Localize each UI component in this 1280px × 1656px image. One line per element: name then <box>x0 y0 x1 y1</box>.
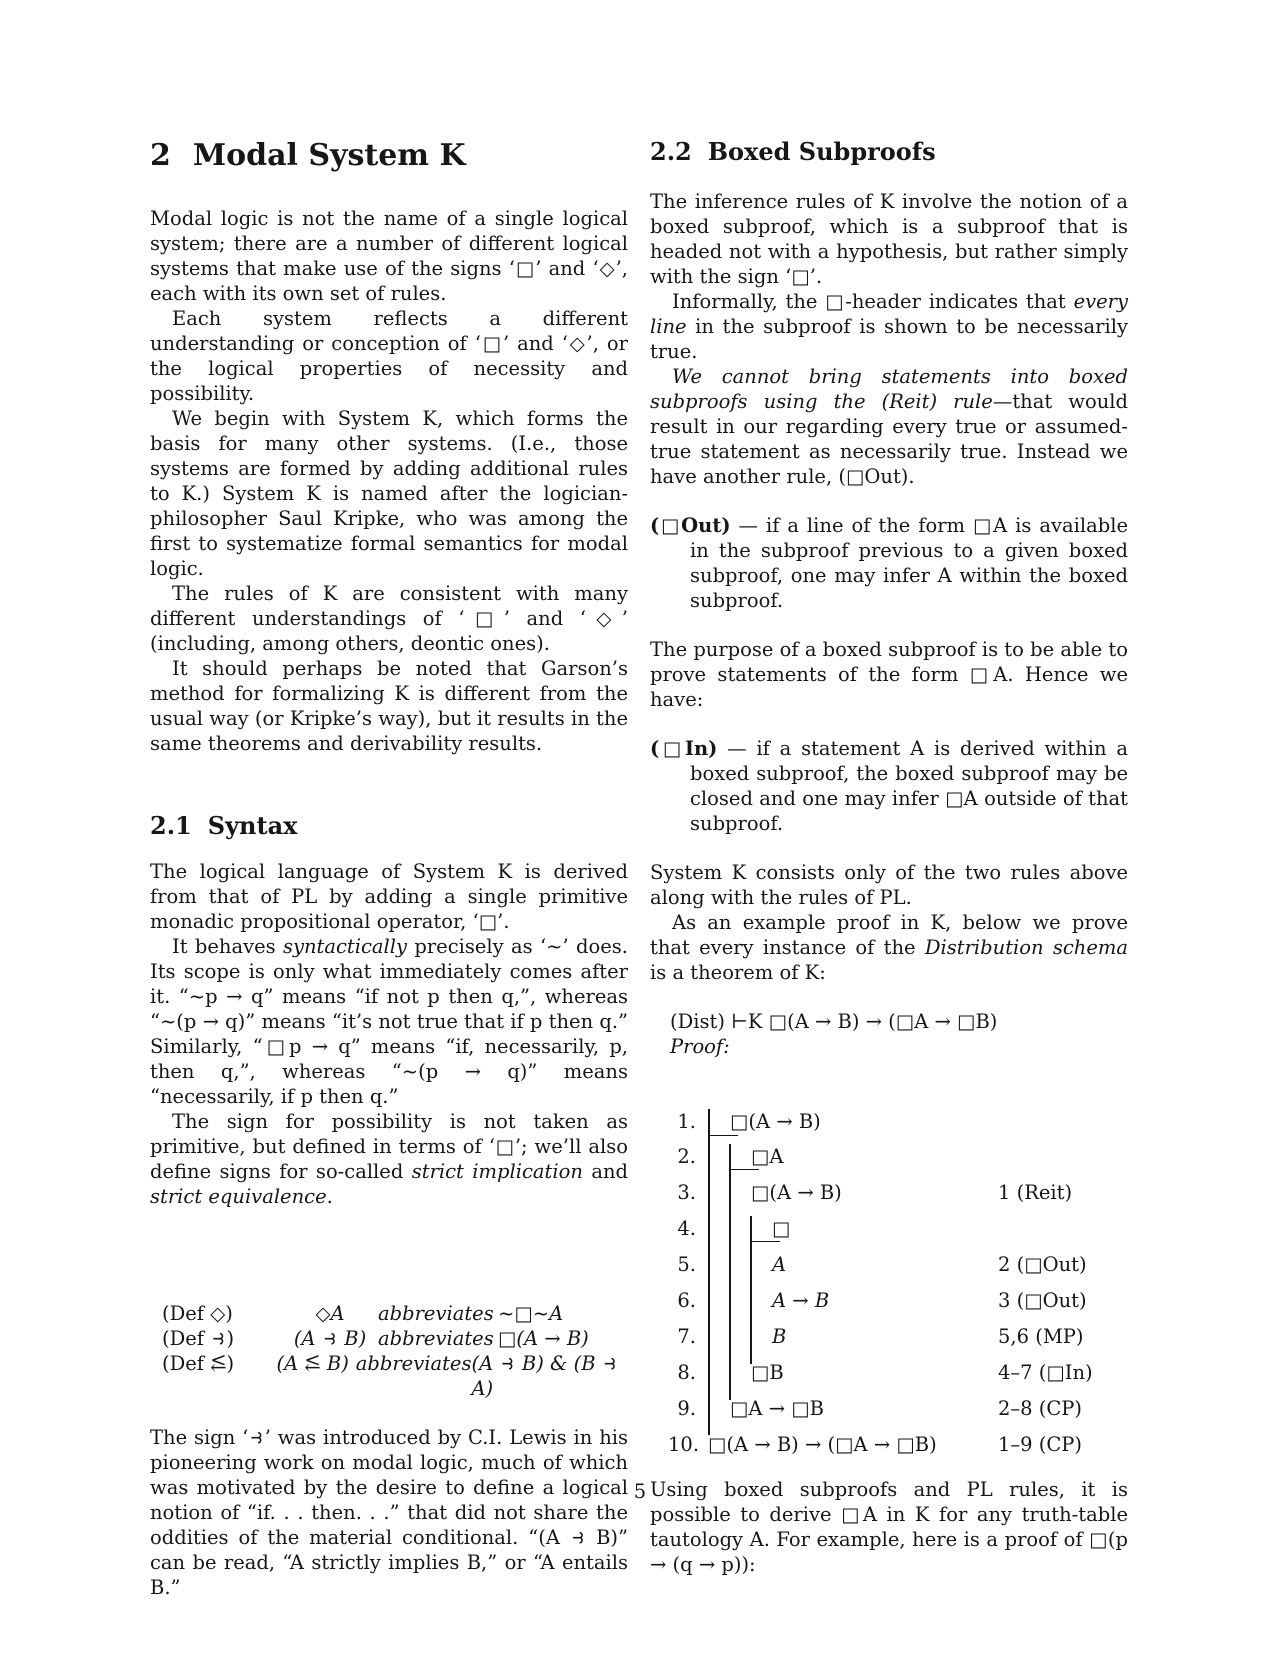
section-number: 2 <box>150 138 171 173</box>
proof-justification: 4–7 (□In) <box>998 1360 1093 1384</box>
section-heading <box>150 138 628 174</box>
proof-formula: □(A → B) → (□A → □B) <box>708 1432 937 1456</box>
proof-line-number: 10. <box>668 1432 700 1456</box>
proof-table <box>650 1107 1128 1467</box>
definition-keyword: abbreviates <box>378 1301 494 1325</box>
page-number: 5 <box>633 1480 647 1503</box>
subsection-heading-boxed <box>650 138 1128 167</box>
scope-line-boxed <box>750 1216 752 1364</box>
proof-justification: 5,6 (MP) <box>998 1324 1084 1348</box>
proof-line-number: 7. <box>677 1324 696 1348</box>
proof-line-number: 5. <box>677 1252 696 1276</box>
definition-keyword: abbreviates <box>378 1326 494 1350</box>
proof-justification: 3 (□Out) <box>998 1288 1087 1312</box>
proof-line-number: 4. <box>677 1216 696 1240</box>
definition-name: (Def ⥶) <box>162 1351 235 1375</box>
definition-body: ~□~A <box>498 1301 564 1325</box>
hypothesis-underline <box>729 1169 759 1171</box>
definition-row <box>162 1326 628 1351</box>
proof-justification: 1 (Reit) <box>998 1180 1073 1204</box>
proof-line-number: 1. <box>677 1109 696 1133</box>
proof-formula: □(A → B) <box>751 1180 842 1204</box>
proof-line-number: 6. <box>677 1288 696 1312</box>
theorem-distribution: (Dist) ⊢K □(A → B) → (□A → □B) <box>670 1009 998 1033</box>
rule-name: (□Out) <box>650 513 731 537</box>
proof-line-number: 2. <box>677 1144 696 1168</box>
right-column <box>650 138 1128 1577</box>
scope-line-inner <box>729 1144 731 1400</box>
subsection-number: 2.2 <box>650 137 692 166</box>
definitions-table <box>162 1301 628 1401</box>
paragraph-lewis: The sign ‘⥽’ was introduced by C.I. Lewis in his pioneering work on modal logic, much of which was motivated by the desire to define a logical notion of “if. . . then. . .” that did not share the oddities of the material conditional. “(A ⥽ B)” can be read, “A strictly implies B,” or “A entails B.” <box>150 1425 628 1599</box>
paragraph-purpose: The purpose of a boxed subproof is to be able to prove statements of the form □A. Hence we have: <box>650 637 1128 711</box>
definition-row <box>162 1351 628 1401</box>
proof-formula: □A <box>751 1144 784 1168</box>
proof-justification: 2–8 (CP) <box>998 1396 1083 1420</box>
subsection-heading-syntax <box>150 812 628 841</box>
definition-keyword: abbreviates <box>355 1351 472 1375</box>
definition-symbol: (A ⥶ B) <box>276 1351 349 1375</box>
paragraph-garson: It should perhaps be noted that Garson’s method for formalizing K is different from the usual way (or Kripke’s way), but it results in the same theorems and derivability results. <box>150 657 628 755</box>
paragraph-header: Informally, the □-header indicates that every line in the subproof is shown to be necessarily true. <box>650 289 1128 363</box>
paragraph-reit: We cannot bring statements into boxed subproofs using the (Reit) rule—that would result in our regarding every true or assumed-true statement as necessarily true. Instead we have another rule, (□Out). <box>650 364 1128 488</box>
paragraph-rules: The rules of K are consistent with many different understandings of ‘□’ and ‘◇’ (including, among others, deontic ones). <box>150 582 628 655</box>
paragraph-system-k: We begin with System K, which forms the basis for many other systems. (I.e., those systems are formed by adding additional rules to K.) System K is named after the logician-philosopher Saul Kripke, who was among the first to systematize formal semantics for modal logic. <box>150 407 628 580</box>
section-title: Modal System K <box>192 138 466 173</box>
proof-formula: □B <box>751 1360 784 1384</box>
definition-row <box>162 1301 628 1326</box>
rule-box-in: (□In) — if a statement A is derived within a boxed subproof, the boxed subproof may be closed and one may infer □A outside of that subproof. <box>650 736 1128 835</box>
proof-line-number: 3. <box>677 1180 696 1204</box>
definition-name: (Def ◇) <box>162 1301 233 1325</box>
proof-line-number: 9. <box>677 1396 696 1420</box>
rule-name: (□In) <box>650 736 718 760</box>
definition-body: (A ⥽ B) & (B ⥽ A) <box>471 1351 619 1400</box>
paragraph-systems: Each system reflects a different understanding or conception of ‘□’ and ‘◇’, or the logical properties of necessity and possibility. <box>150 307 628 405</box>
proof-formula: □(A → B) <box>730 1109 821 1133</box>
subsection-title: Boxed Subproofs <box>707 137 936 166</box>
definition-symbol: ◇A <box>315 1301 345 1325</box>
box-header-underline <box>750 1241 780 1243</box>
proof-justification: 1–9 (CP) <box>998 1432 1083 1456</box>
proof-label: Proof: <box>670 1034 730 1058</box>
proof-formula: B <box>772 1324 787 1348</box>
proof-formula: □ <box>772 1216 791 1240</box>
left-column <box>150 138 628 1600</box>
proof-formula: A <box>772 1252 787 1276</box>
rule-box-out: (□Out) — if a line of the form □A is available in the subproof previous to a given boxed subproof, one may infer A within the boxed subproof. <box>650 513 1128 612</box>
paragraph-boxed-intro: The inference rules of K involve the notion of a boxed subproof, which is a subproof that is headed not with a hypothesis, but rather simply with the sign ‘□’. <box>650 189 1128 288</box>
paragraph-intro: Modal logic is not the name of a single logical system; there are a number of different logical systems that make use of the signs ‘□’ and ‘◇’, each with its own set of rules. <box>150 207 628 305</box>
hypothesis-underline <box>708 1135 738 1137</box>
paragraph-example: As an example proof in K, below we prove that every instance of the Distribution schema is a theorem of K: <box>650 910 1129 984</box>
proof-formula: □A → □B <box>730 1396 824 1420</box>
definition-body: □(A → B) <box>498 1326 589 1350</box>
proof-line-number: 8. <box>677 1360 696 1384</box>
paragraph-scope: It behaves syntactically precisely as ‘~’ does. Its scope is only what immediately comes after it. “~p → q” means “if not p then q,”, whereas “~(p → q)” means “it’s not true that if p then q.” Similarly, “□p → q” means “if, necessarily, p, then q,”, whereas “~(p → q)” means “necessarily, if p then q.” <box>150 934 628 1108</box>
paragraph-system-k-rules: System K consists only of the two rules above along with the rules of PL. <box>650 860 1128 909</box>
subsection-title: Syntax <box>207 811 298 840</box>
definition-symbol: (A ⥽ B) <box>293 1326 367 1350</box>
proof-formula: A → B <box>772 1288 830 1312</box>
scope-line-outer <box>708 1109 710 1435</box>
definition-name: (Def ⥽) <box>162 1326 235 1350</box>
paragraph-tautology: Using boxed subproofs and PL rules, it is possible to derive □A in K for any truth-table tautology A. For example, here is a proof of □(p → (q → p)): <box>650 1477 1128 1576</box>
subsection-number: 2.1 <box>150 811 192 840</box>
proof-justification: 2 (□Out) <box>998 1252 1087 1276</box>
paragraph-language: The logical language of System K is derived from that of PL by adding a single primitive monadic propositional operator, ‘□’. <box>150 859 628 933</box>
paragraph-possibility: The sign for possibility is not taken as primitive, but defined in terms of ‘□’; we’ll also define signs for so-called strict implication and strict equivalence. <box>150 1109 629 1208</box>
